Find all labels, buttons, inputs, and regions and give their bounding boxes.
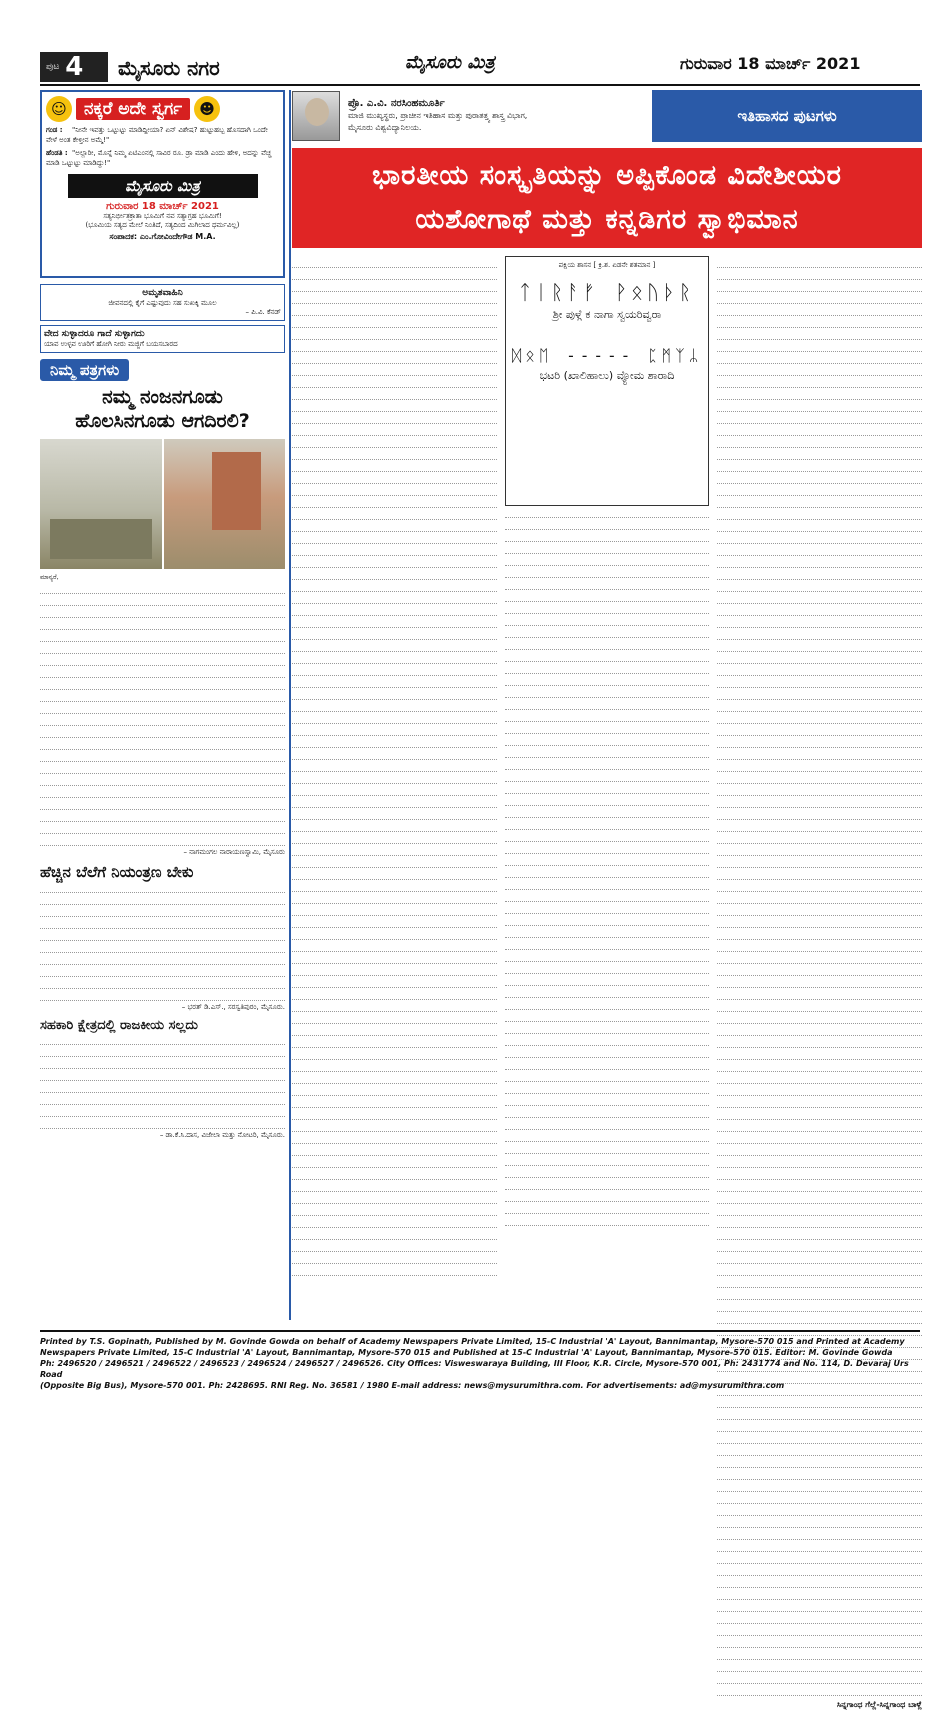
article-columns <box>292 256 922 1710</box>
paper-logo: ಮೈಸೂರು ಮಿತ್ರ <box>405 52 495 73</box>
letter-2-signoff: – ಭರತ್ ಡಿ.ಎಸ್., ಸರಸ್ವತಿಪುರಂ, ಮೈಸೂರು. <box>181 1003 285 1011</box>
building-photo <box>164 439 286 569</box>
author-meta <box>348 98 527 134</box>
letter-body-2 <box>40 884 285 1001</box>
letter-body-1 <box>40 585 285 846</box>
article-column-3 <box>717 256 922 1710</box>
column-divider <box>289 90 291 1320</box>
smiley-icon: ☺ <box>46 96 72 122</box>
inscription-glyphs-2: ᛞᛟᛖ ----- ᛈᛗᛉᛦ <box>511 346 703 365</box>
joke-box <box>40 90 285 278</box>
masthead-logo: ಮೈಸೂರು ಮಿತ್ರ <box>68 174 258 198</box>
letter-3-title: ಸಹಕಾರಿ ಕ್ಷೇತ್ರದಲ್ಲಿ ರಾಜಕೀಯ ಸಲ್ಲದು <box>40 1018 198 1033</box>
page-prefix: ಪುಟ <box>46 62 60 72</box>
letter-signoff: – ನಾಗಮಂಗಲ ನಾರಾಯಣಸ್ವಾಮಿ, ಮೈಸೂರು <box>183 848 285 856</box>
headline-line-1: ಭಾರತೀಯ ಸಂಸ್ಕೃತಿಯನ್ನು ಅಪ್ಪಿಕೊಂಡ ವಿದೇಶೀಯರ <box>372 160 842 191</box>
inscription-glyphs: ᛏᛁᚱᚨᚠ ᚹᛟᚢᚦᚱ <box>518 280 696 304</box>
proverb-body: ಯಾವ ಉಳ್ಳವ ಊರಿಗೆ ಹೋಗಿ ನೀರು ಮಜ್ಜಿಗೆ ಬಯಸಬಾರದ <box>44 340 178 348</box>
letters-tag: ನಿಮ್ಮ ಪತ್ರಗಳು <box>40 359 129 381</box>
letter-2-title: ಹೆಚ್ಚಿನ ಬೆಲೆಗೆ ನಿಯಂತ್ರಣ ಬೇಕು <box>40 863 194 881</box>
amruta-box <box>40 284 285 321</box>
imprint-line: Newspapers Private Limited, 15-C Industrial 'A' Layout, Bannimantap, Mysore-570 015 and Published at 15-C Industrial 'A' Layout, Bannimantap, Mysore-570 015. Editor: M. Govinde Gowda <box>40 1348 893 1357</box>
inscription-transliteration-2: ಭಟರಿ (ಖಾಲಿಹಾಲು) ವ್ಯೋಮ ಶಾರಾದಿ <box>539 369 675 382</box>
author-role-2: ಮೈಸೂರು ವಿಶ್ವವಿದ್ಯಾನಿಲಯ. <box>348 123 422 132</box>
section-title: ಮೈಸೂರು ನಗರ <box>118 56 220 80</box>
series-tag: ಇತಿಹಾಸದ ಪುಟಗಳು <box>652 90 922 142</box>
joke-header <box>46 96 279 122</box>
page-number-box <box>40 52 108 82</box>
article-column-1 <box>292 256 497 1710</box>
masthead-motto-2: (ಭೂಮಿಯ ಸತ್ಯದ ಮೇಲೆ ನಿಂತಿದೆ, ಸತ್ಯದಿಂದ ಮಿಗಿಲಾದ ಧರ್ಮವಿಲ್ಲ) <box>85 221 240 229</box>
left-column <box>40 90 285 1140</box>
main-article <box>292 90 922 1710</box>
headline-line-2: ಯಶೋಗಾಥೆ ಮತ್ತು ಕನ್ನಡಿಗರ ಸ್ವಾಭಿಮಾನ <box>415 204 799 235</box>
amruta-title: ಅಮೃತವಾಹಿನಿ <box>142 288 183 298</box>
letter-photo <box>40 439 285 569</box>
author-strip <box>292 90 922 142</box>
proverb-title: ವೇದ ಸುಳ್ಳಾದರೂ ಗಾದೆ ಸುಳ್ಳಾಗದು <box>44 329 145 339</box>
imprint-line: Ph: 2496520 / 2496521 / 2496522 / 2496523 / 2496524 / 2496527 / 2496526. City Offices: Visweswaraya Building, III Floor, K.R. Circle, Mysore-570 001, Ph: 2431774 and No. 114, D. Devaraj Urs Road <box>40 1359 909 1379</box>
inscription-transliteration: ಶ್ರೀ ಪುಳ್ಗೆ ಕ ನಾಗಾ ಸ್ವಯರಿವ್ವರಾ <box>552 308 662 321</box>
joke-title: ನಕ್ಕರೆ ಅದೇ ಸ್ವರ್ಗ <box>76 98 190 120</box>
author-photo <box>292 91 340 141</box>
issue-date: ಗುರುವಾರ 18 ಮಾರ್ಚ್ 2021 <box>680 54 861 73</box>
header-rule <box>40 84 920 86</box>
article-column-2 <box>505 256 710 1710</box>
letter-title: ನಮ್ಮ ನಂಜನಗೂಡು ಹೊಲಸಿನಗೂಡು ಆಗದಿರಲಿ? <box>75 386 250 432</box>
proverb-box <box>40 325 285 353</box>
editor-line: ಸಂಪಾದಕ: ಎಂ.ಗೋವಿಂದೇಗೌಡ M.A. <box>109 232 216 241</box>
author-role: ಮಾಜಿ ಮುಖ್ಯಸ್ಥರು, ಪ್ರಾಚೀನ ಇತಿಹಾಸ ಮತ್ತು ಪುರಾತತ್ತ್ವ ಶಾಸ್ತ್ರ ವಿಭಾಗ, <box>348 111 528 120</box>
imprint-line: Printed by T.S. Gopinath, Published by M. Govinde Gowda on behalf of Academy Newspapers Private Limited, 15-C Industrial 'A' Layout, Bannimantap, Mysore-570 015 and Printed at Academy <box>40 1337 905 1346</box>
page-number: 4 <box>65 52 84 82</box>
author-name: ಪ್ರೊ. ಎ.ವಿ. ನರಸಿಂಹಮೂರ್ತಿ <box>348 98 445 109</box>
masthead-motto: ಸತ್ಯನಿರ್ಭೀತಕ್ರಾತಾ ಭೂಮಿಗೆ ನವ ಸತ್ಯಾಗ್ರಹ ಭೂಮಿಗೆ! <box>103 212 222 220</box>
letter-body-3 <box>40 1036 285 1129</box>
joke-line: ಹೆಂಡತಿ : "ಅಲ್ಲಾರೀ, ಮೊನ್ನೆ ನಿಮ್ಮ ಏಟಿಎಂನಲ್ಲಿ ಸಾವಿರ ರೂ. ಡ್ರಾ ಮಾಡಿ ಎಂದು ಹೇಳಿ, ಅದನ್ನು ವೆಚ್ಚ ಮಾಡಿ ಒಟ್ಟುಟ್ಟು ಮಾಡಿದ್ದು!" <box>46 149 272 167</box>
imprint-footer <box>40 1330 920 1391</box>
inscription-caption: ಪಕ್ಷಿಯ ಶಾಸನ [ ಕ್ರಿ.ಶ. ಏಡನೇ ಶತಮಾನ ] <box>558 261 656 269</box>
imprint-line: (Opposite Big Bus), Mysore-570 001. Ph: 2428695. RNI Reg. No. 36581 / 1980 E-mail address: news@mysurumithra.com. For advertisements: ad@mysurumithra.com <box>40 1381 785 1390</box>
laughing-face-icon: ☻ <box>194 96 220 122</box>
joke-line: ಗಂಡ : "ನೀನೇ ಇವತ್ತು ಒಟ್ಟುಟ್ಟು ಮಾಡಿದ್ದೀಯಾ? ಏನ್ ವಿಶೇಷ? ಹುಟ್ಟುಹಬ್ಬ ಹೊಸದಾಗಿ ಒಂದೇ ವೇಳೆ ಅಂತ ಕೇಳ್ತೀನ ಅಮ್ಮೆ!" <box>46 126 268 144</box>
letter-3-signoff: – ಡಾ.ಕೆ.ಸಿ.ದಾಸ, ವಿಜೇಲಾ ಮತ್ತು ನೋಟರಿ, ಮೈಸೂರು. <box>159 1131 285 1139</box>
letters-header <box>40 359 285 381</box>
article-signature: ಸಿನ್ನಗಾಂಧ ಗೆಲ್ಲೆ-ಸಿನ್ನಗಾಂಧ ಬಾಳ್ಲೆ <box>836 1700 923 1709</box>
inscription-figure <box>505 256 710 506</box>
headline-banner <box>292 148 922 248</box>
masthead-date: ಗುರುವಾರ 18 ಮಾರ್ಚ್ 2021 <box>106 201 219 212</box>
amruta-body: ಜೀವನದಲ್ಲಿ ಕೈಗೆ ಎಷ್ಟುವುದು ಸಹ ಸುಖಕ್ಕಿ ಮೂಲ <box>108 299 217 307</box>
letter-salutation: ಮಾನ್ಯರೆ, <box>40 573 59 581</box>
amruta-author: – ಪಿ.ವಿ. ಕೆನಡ್ <box>245 308 281 316</box>
street-photo <box>40 439 162 569</box>
